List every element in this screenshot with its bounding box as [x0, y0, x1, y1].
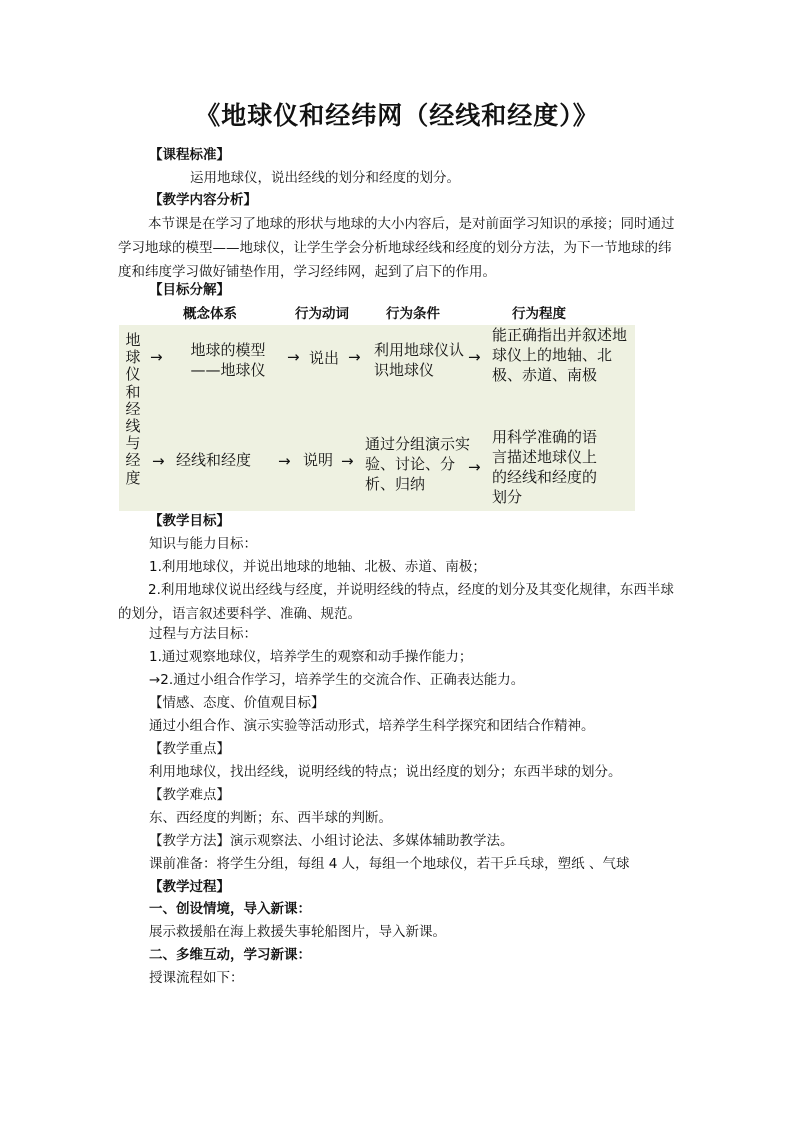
step2-title: 二、多维互动，学习新课： — [149, 947, 311, 963]
step1-text: 展示救援船在海上救援失事轮船图片，导入新课。 — [149, 924, 446, 940]
knowledge-item-2: 2.利用地球仪说出经线与经度，并说明经线的特点，经度的划分及其变化规律，东西半球的划分，语言叙述要科学、准确、规范。 — [118, 582, 674, 622]
row2-concept: 经线和经度 — [176, 451, 252, 469]
methods-text: 演示观察法、小组讨论法、多媒体辅助教学法。 — [230, 833, 514, 849]
arrow-right-icon: → — [468, 348, 481, 366]
target-heading: 【目标分解】 — [149, 282, 230, 298]
difficulties-text: 东、西经度的判断；东、西半球的判断。 — [149, 810, 392, 826]
process-item-2: →2.通过小组合作学习，培养学生的交流合作、正确表达能力。 — [149, 672, 525, 688]
document-title: 《地球仪和经纬网（经线和经度）》 — [195, 101, 599, 130]
standard-heading: 【课程标准】 — [149, 147, 230, 163]
analysis-paragraph: 本节课是在学习了地球的形状与地球的大小内容后，是对前面学习知识的承接；同时通过学习地球的模型——地球仪，让学生学会分析地球经线和经度的划分方法，为下一节地球的纬度和纬度学习做好铺垫作用，学习经纬网，起到了启下的作用。 — [118, 216, 675, 280]
arrow-right-icon: → — [348, 348, 361, 366]
standard-text: 运用地球仪，说出经线的划分和经度的划分。 — [190, 170, 460, 186]
process-title: 过程与方法目标： — [149, 626, 257, 642]
row2-verb: 说明 — [303, 451, 334, 469]
knowledge-title: 知识与能力目标： — [149, 536, 257, 552]
process-item-1: 1.通过观察地球仪，培养学生的观察和动手操作能力； — [149, 649, 473, 665]
table-header-concept: 概念体系 — [183, 306, 237, 322]
arrow-right-icon: → — [468, 458, 481, 476]
arrow-right-icon: → — [341, 452, 354, 470]
table-header-condition: 行为条件 — [386, 306, 440, 322]
preparation-text: 课前准备：将学生分组，每组 4 人，每组一个地球仪，若干乒乓球，塑纸 、气球 — [149, 856, 630, 872]
arrow-right-icon: → — [278, 452, 291, 470]
row1-degree: 能正确指出并叙述地球仪上的地轴、北极、赤道、南极 — [492, 326, 628, 384]
difficulties-heading: 【教学难点】 — [149, 787, 230, 803]
table-header-degree: 行为程度 — [512, 306, 566, 322]
row1-condition: 利用地球仪认识地球仪 — [374, 341, 465, 379]
step2-text: 授课流程如下： — [149, 970, 244, 986]
row2-degree: 用科学准确的语言描述地球仪上的经线和经度的划分 — [492, 428, 598, 506]
arrow-right-icon: → — [287, 348, 300, 366]
step1-title: 一、创设情境，导入新课： — [149, 901, 311, 917]
knowledge-item-1: 1.利用地球仪，并说出地球的地轴、北极、赤道、南极； — [149, 559, 486, 575]
process-heading: 【教学过程】 — [149, 879, 230, 895]
methods-line — [149, 831, 514, 851]
emotion-heading: 【情感、态度、价值观目标】 — [149, 695, 325, 711]
row1-concept: 地球的模型——地球仪 — [190, 341, 266, 379]
analysis-heading: 【教学内容分析】 — [149, 192, 257, 208]
row1-verb: 说出 — [309, 349, 340, 367]
key-points-text: 利用地球仪，找出经线，说明经线的特点；说出经度的划分；东西半球的划分。 — [149, 764, 622, 780]
goals-heading: 【教学目标】 — [149, 513, 230, 529]
methods-heading: 【教学方法】 — [149, 833, 230, 849]
emotion-text: 通过小组合作、演示实验等活动形式，培养学生科学探究和团结合作精神。 — [149, 718, 595, 734]
table-side-label: 地球仪和经线与经度 — [125, 331, 141, 487]
arrow-right-icon: → — [150, 348, 163, 366]
row2-condition: 通过分组演示实验、讨论、分析、归纳 — [365, 435, 471, 493]
key-points-heading: 【教学重点】 — [149, 741, 230, 757]
table-header-verb: 行为动词 — [295, 306, 349, 322]
arrow-right-icon: → — [152, 452, 165, 470]
